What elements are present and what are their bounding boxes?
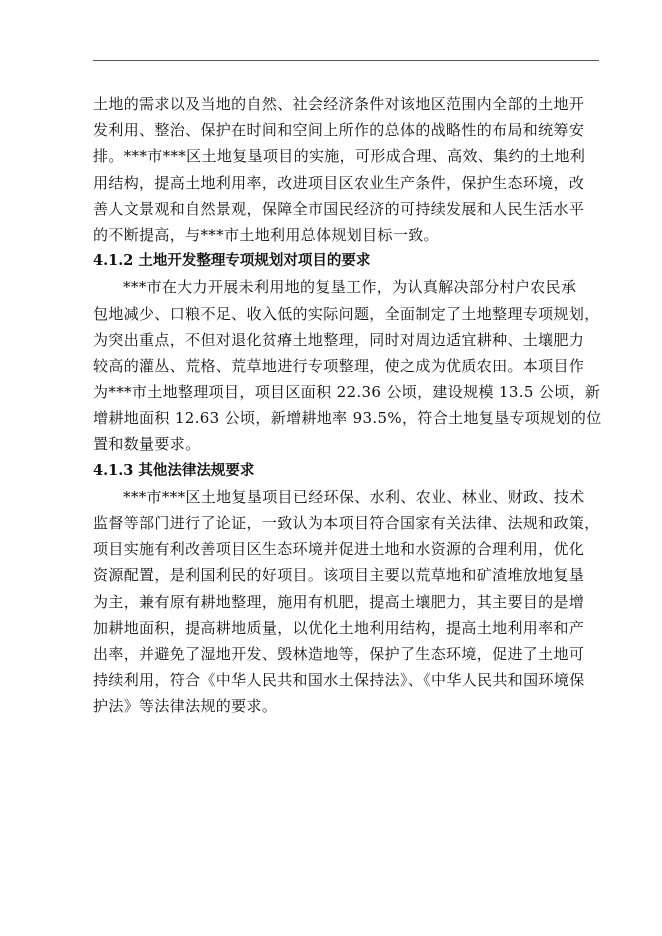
paragraph-other-regulations bbox=[93, 484, 603, 720]
paragraph-special-planning bbox=[93, 274, 603, 457]
text-line: ***市***区土地复垦项目已经环保、水利、农业、林业、财政、技术 bbox=[123, 487, 585, 506]
paragraph-land-planning bbox=[93, 91, 603, 248]
section-heading-4-1-2: 4.1.2 土地开发整理专项规划对项目的要求 bbox=[93, 252, 371, 270]
text-line: 资源配置，是利国利民的好项目。该项目主要以荒草地和矿渣堆放地复垦 bbox=[93, 566, 585, 585]
section-heading-4-1-3: 4.1.3 其他法律法规要求 bbox=[93, 461, 255, 479]
text-line: 加耕地面积，提高耕地质量，以优化土地利用结构，提高土地利用率和产 bbox=[93, 618, 585, 637]
text-line: 土地的需求以及当地的自然、社会经济条件对该地区范围内全部的土地开 bbox=[93, 95, 585, 113]
text-line: ***市在大力开展未利用地的复垦工作，为认真解决部分村户农民承 bbox=[123, 278, 577, 297]
text-line: 善人文景观和自然景观，保障全市国民经济的可持续发展和人民生活水平 bbox=[93, 199, 585, 218]
text-line: 为主，兼有原有耕地整理，施用有机肥，提高土壤肥力，其主要目的是增 bbox=[93, 592, 585, 611]
text-line: 为突出重点，不但对退化贫瘠土地整理，同时对周边适宜耕种、土壤肥力 bbox=[93, 330, 585, 349]
text-line: 发利用、整治、保护在时间和空间上所作的总体的战略性的布局和统筹安 bbox=[93, 121, 585, 140]
text-line: 项目实施有利改善项目区生态环境并促进土地和水资源的合理利用，优化 bbox=[93, 540, 585, 559]
text-line: 出率，并避免了湿地开发、毁林造地等，保护了生态环境，促进了土地可 bbox=[93, 644, 585, 663]
text-line: 置和数量要求。 bbox=[93, 435, 201, 454]
text-line: 为***市土地整理项目，项目区面积 22.36 公顷，建设规模 13.5 公顷，新 bbox=[93, 383, 601, 402]
text-line: 的不断提高，与***市土地利用总体规划目标一致。 bbox=[93, 225, 439, 244]
text-line: 护法》等法律法规的要求。 bbox=[93, 697, 278, 716]
text-line: 增耕地面积 12.63 公顷，新增耕地率 93.5%，符合土地复垦专项规划的位 bbox=[93, 409, 602, 428]
document-body bbox=[93, 91, 603, 720]
text-line: 排。***市***区土地复垦项目的实施，可形成合理、高效、集约的土地利 bbox=[93, 147, 586, 166]
text-line: 用结构，提高土地利用率，改进项目区农业生产条件，保护生态环境，改 bbox=[93, 173, 585, 192]
text-line: 较高的灌丛、荒格、荒草地进行专项整理，使之成为优质农田。本项目作 bbox=[93, 356, 585, 375]
text-line: 监督等部门进行了论证，一致认为本项目符合国家有关法律、法规和政策， bbox=[93, 514, 600, 532]
text-line: 持续利用，符合《中华人民共和国水土保持法》、《中华人民共和国环境保 bbox=[93, 671, 585, 690]
header-rule bbox=[93, 60, 599, 61]
text-line: 包地减少、口粮不足、收入低的实际问题，全面制定了土地整理专项规划， bbox=[93, 304, 600, 323]
